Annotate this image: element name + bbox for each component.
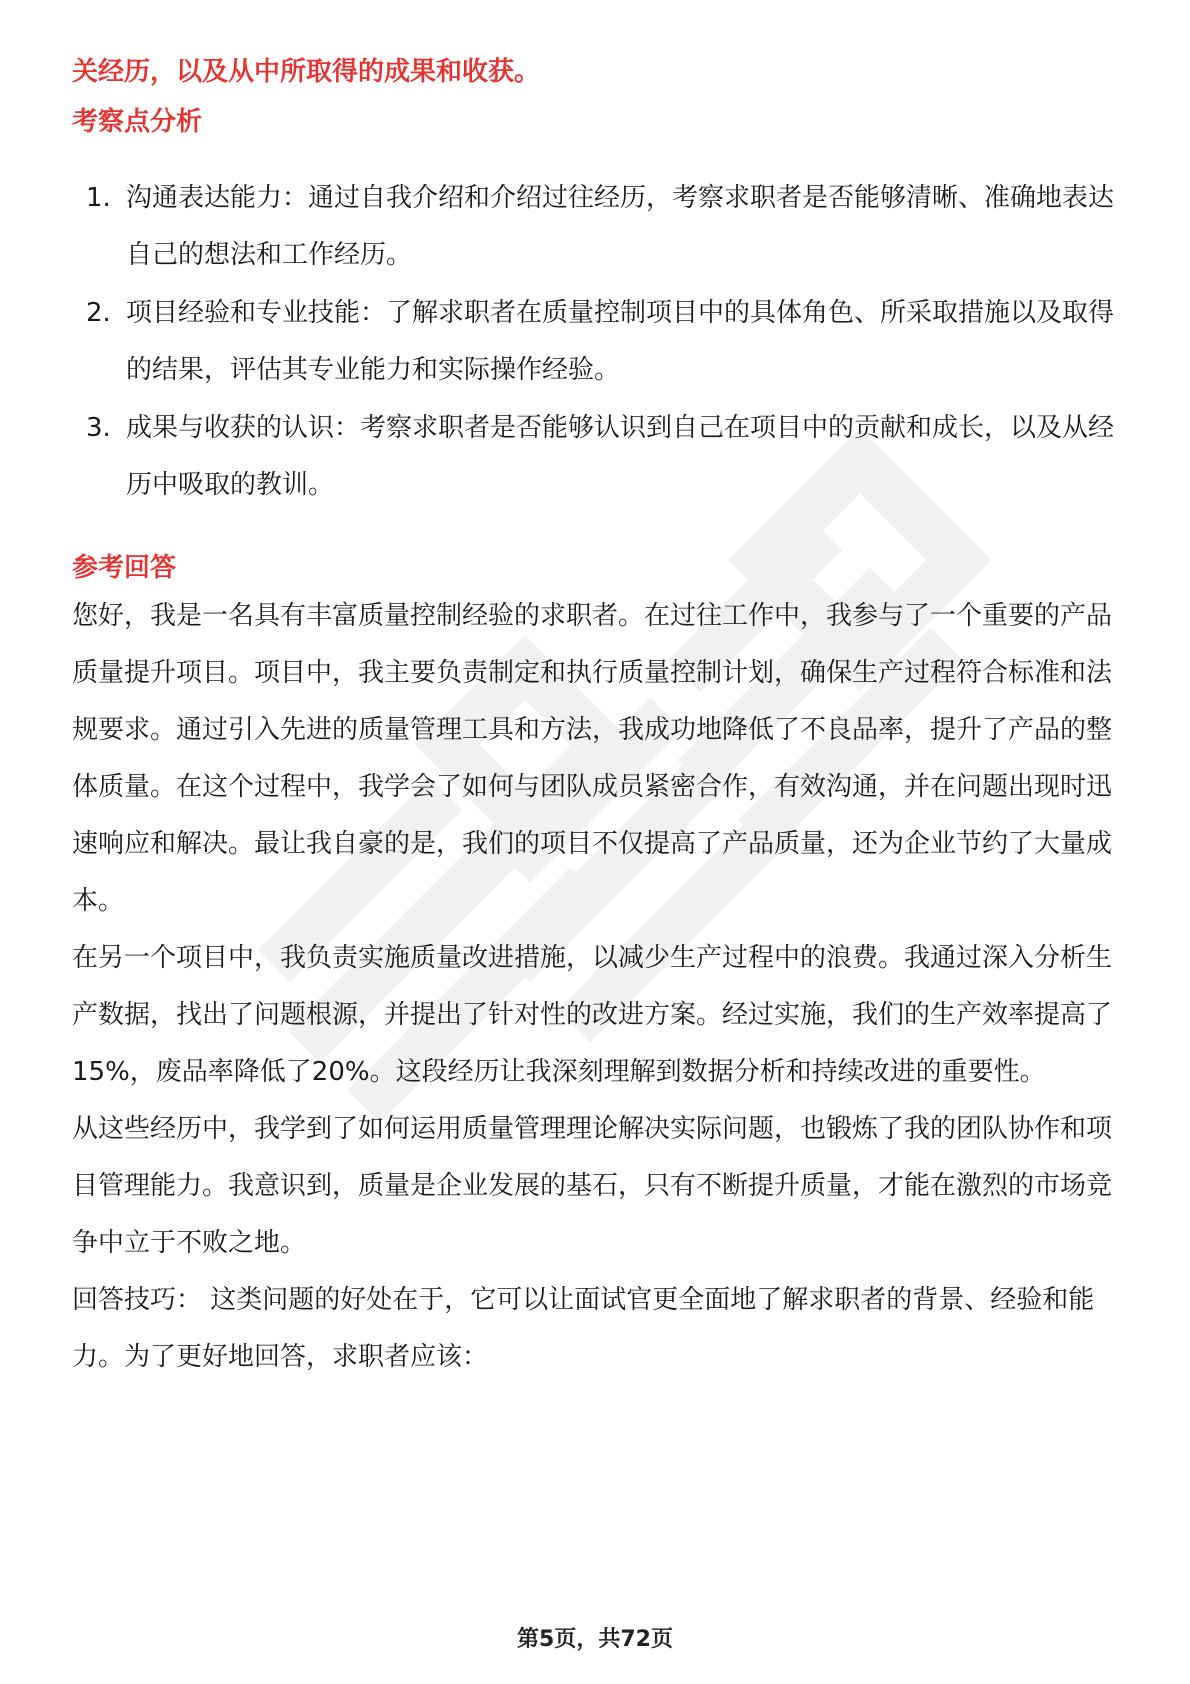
paragraph: 您好，我是一名具有丰富质量控制经验的求职者。在过往工作中，我参与了一个重要的产品质量提升项目。项目中，我主要负责制定和执行质量控制计划，确保生产过程符合标准和法规要求。通过引入先进的质量管理工具和方法，我成功地降低了不良品率，提升了产品的整体质量。在这个过程中，我学会了如何与团队成员紧密合作，有效沟通，并在问题出现时迅速响应和解决。最让我自豪的是，我们的项目不仅提高了产品质量，还为企业节约了大量成本。 xyxy=(72,601,1113,916)
reference-heading: 参考回答 xyxy=(72,553,177,583)
list-number: 2. xyxy=(86,298,111,328)
list-item xyxy=(72,170,1132,284)
page-content xyxy=(72,42,1132,1386)
list-number: 1. xyxy=(86,183,111,213)
page-number: 第5页，共72页 xyxy=(517,1627,673,1652)
paragraph: 从这些经历中，我学到了如何运用质量管理理论解决实际问题，也锻炼了我的团队协作和项目管理能力。我意识到，质量是企业发展的基石，只有不断提升质量，才能在激烈的市场竞争中立于不败之地。 xyxy=(72,1114,1113,1258)
analysis-heading: 考察点分析 xyxy=(72,107,203,137)
answer-tips-paragraph: 回答技巧： 这类问题的好处在于，它可以让面试官更全面地了解求职者的背景、经验和能力。为了更好地回答，求职者应该： xyxy=(72,1285,1095,1372)
paragraph: 在另一个项目中，我负责实施质量改进措施，以减少生产过程中的浪费。我通过深入分析生产数据，找出了问题根源，并提出了针对性的改进方案。经过实施，我们的生产效率提高了15%，废品率降低了20%。这段经历让我深刻理解到数据分析和持续改进的重要性。 xyxy=(72,943,1113,1087)
intro-line: 关经历，以及从中所取得的成果和收获。 xyxy=(72,57,541,87)
list-item xyxy=(72,285,1132,399)
list-item-text: 沟通表达能力：通过自我介绍和介绍过往经历，考察求职者是否能够清晰、准确地表达自己的想法和工作经历。 xyxy=(126,183,1115,270)
analysis-list xyxy=(72,170,1132,514)
list-item-text: 成果与收获的认识：考察求职者是否能够认识到自己在项目中的贡献和成长，以及从经历中吸取的教训。 xyxy=(126,413,1115,500)
list-item-text: 项目经验和专业技能：了解求职者在质量控制项目中的具体角色、所采取措施以及取得的结果，评估其专业能力和实际操作经验。 xyxy=(126,298,1115,385)
list-number: 3. xyxy=(86,413,111,443)
list-item xyxy=(72,400,1132,514)
